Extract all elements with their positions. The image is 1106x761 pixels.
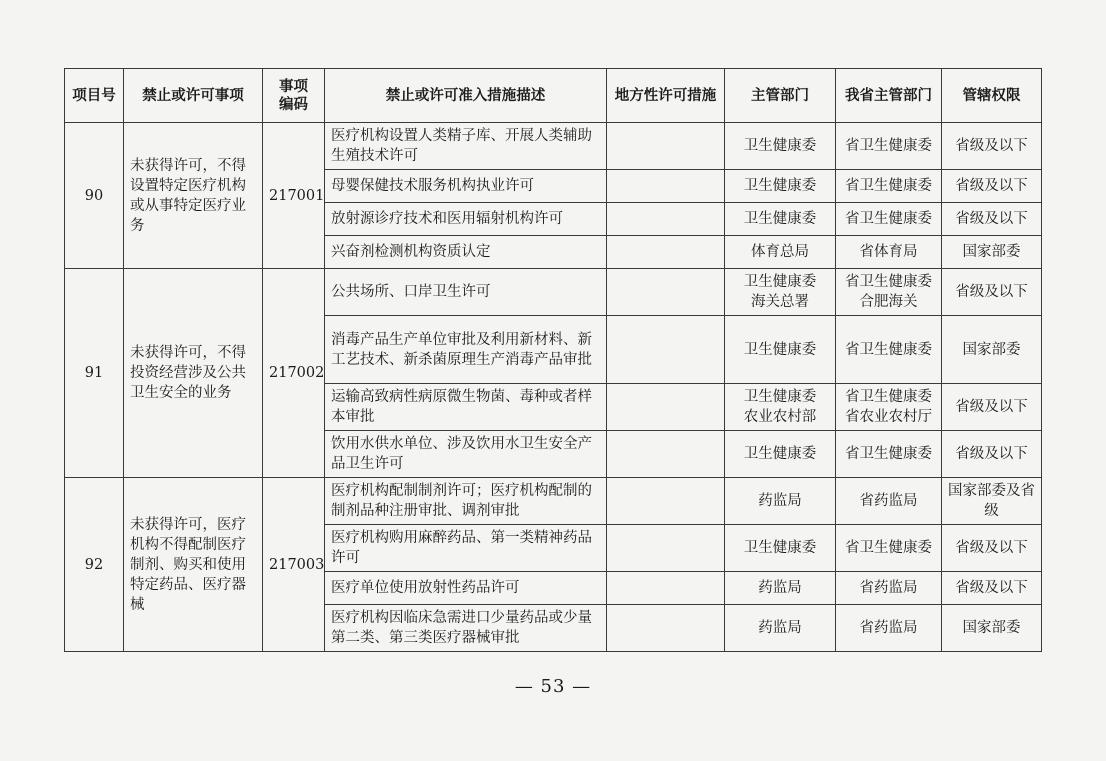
header-item-no: 项目号 [65,69,124,123]
department: 卫生健康委 [725,525,836,572]
department: 卫生健康委 [725,170,836,203]
department: 卫生健康委 [725,316,836,384]
province-department: 省卫生健康委 省农业农村厅 [836,384,942,431]
table-header-row [65,69,1042,123]
department: 卫生健康委 [725,431,836,478]
department: 体育总局 [725,236,836,269]
header-code-line-2: 编码 [279,96,308,113]
header-code-line-1: 事项 [279,78,308,95]
matter-condition: 未获得许可，不得设置特定医疗机构或从事特定医疗业务 [124,123,263,269]
local-measure [607,431,725,478]
table-row [65,478,1042,525]
header-province-department: 我省主管部门 [836,69,942,123]
local-measure [607,123,725,170]
local-measure [607,572,725,605]
header-description: 禁止或许可准入措施描述 [325,69,607,123]
measure-description: 放射源诊疗技术和医用辐射机构许可 [325,203,607,236]
page-number: — 53 — [514,676,592,697]
province-department: 省体育局 [836,236,942,269]
header-jurisdiction: 管辖权限 [942,69,1042,123]
province-department: 省卫生健康委 合肥海关 [836,269,942,316]
jurisdiction: 省级及以下 [942,431,1042,478]
jurisdiction: 国家部委及省级 [942,478,1042,525]
matter-condition: 未获得许可，不得投资经营涉及公共卫生安全的业务 [124,269,263,478]
matter-code: 217002 [263,269,325,478]
local-measure [607,316,725,384]
province-department: 省药监局 [836,478,942,525]
jurisdiction: 省级及以下 [942,123,1042,170]
jurisdiction: 省级及以下 [942,203,1042,236]
header-code [263,69,325,123]
department: 药监局 [725,605,836,652]
measure-description: 兴奋剂检测机构资质认定 [325,236,607,269]
local-measure [607,236,725,269]
measure-description: 医疗机构购用麻醉药品、第一类精神药品许可 [325,525,607,572]
province-department: 省药监局 [836,572,942,605]
local-measure [607,605,725,652]
department: 卫生健康委 海关总署 [725,269,836,316]
measure-description: 医疗机构设置人类精子库、开展人类辅助生殖技术许可 [325,123,607,170]
jurisdiction: 国家部委 [942,605,1042,652]
local-measure [607,384,725,431]
local-measure [607,269,725,316]
measure-description: 母婴保健技术服务机构执业许可 [325,170,607,203]
measure-description: 医疗机构配制制剂许可；医疗机构配制的制剂品种注册审批、调剂审批 [325,478,607,525]
matter-code: 217003 [263,478,325,652]
province-department: 省卫生健康委 [836,525,942,572]
item-number: 92 [65,478,124,652]
measure-description: 饮用水供水单位、涉及饮用水卫生安全产品卫生许可 [325,431,607,478]
province-department: 省卫生健康委 [836,431,942,478]
header-department: 主管部门 [725,69,836,123]
matter-condition: 未获得许可，医疗机构不得配制医疗制剂、购买和使用特定药品、医疗器械 [124,478,263,652]
measure-description: 公共场所、口岸卫生许可 [325,269,607,316]
local-measure [607,478,725,525]
jurisdiction: 国家部委 [942,236,1042,269]
table-row [65,269,1042,316]
table-body [65,123,1042,652]
department: 卫生健康委 [725,123,836,170]
jurisdiction: 省级及以下 [942,170,1042,203]
local-measure [607,203,725,236]
measure-description: 医疗单位使用放射性药品许可 [325,572,607,605]
province-department: 省卫生健康委 [836,316,942,384]
jurisdiction: 省级及以下 [942,269,1042,316]
department: 药监局 [725,572,836,605]
measure-description: 运输高致病性病原微生物菌、毒种或者样本审批 [325,384,607,431]
department: 卫生健康委 [725,203,836,236]
matter-code: 217001 [263,123,325,269]
department: 药监局 [725,478,836,525]
local-measure [607,170,725,203]
province-department: 省卫生健康委 [836,203,942,236]
measure-description: 消毒产品生产单位审批及利用新材料、新工艺技术、新杀菌原理生产消毒产品审批 [325,316,607,384]
province-department: 省药监局 [836,605,942,652]
jurisdiction: 省级及以下 [942,525,1042,572]
measure-description: 医疗机构因临床急需进口少量药品或少量第二类、第三类医疗器械审批 [325,605,607,652]
province-department: 省卫生健康委 [836,170,942,203]
table-row [65,123,1042,170]
header-local-measure: 地方性许可措施 [607,69,725,123]
jurisdiction: 省级及以下 [942,384,1042,431]
permit-table [64,68,1042,652]
local-measure [607,525,725,572]
jurisdiction: 国家部委 [942,316,1042,384]
department: 卫生健康委 农业农村部 [725,384,836,431]
header-matter: 禁止或许可事项 [124,69,263,123]
item-number: 90 [65,123,124,269]
province-department: 省卫生健康委 [836,123,942,170]
item-number: 91 [65,269,124,478]
jurisdiction: 省级及以下 [942,572,1042,605]
